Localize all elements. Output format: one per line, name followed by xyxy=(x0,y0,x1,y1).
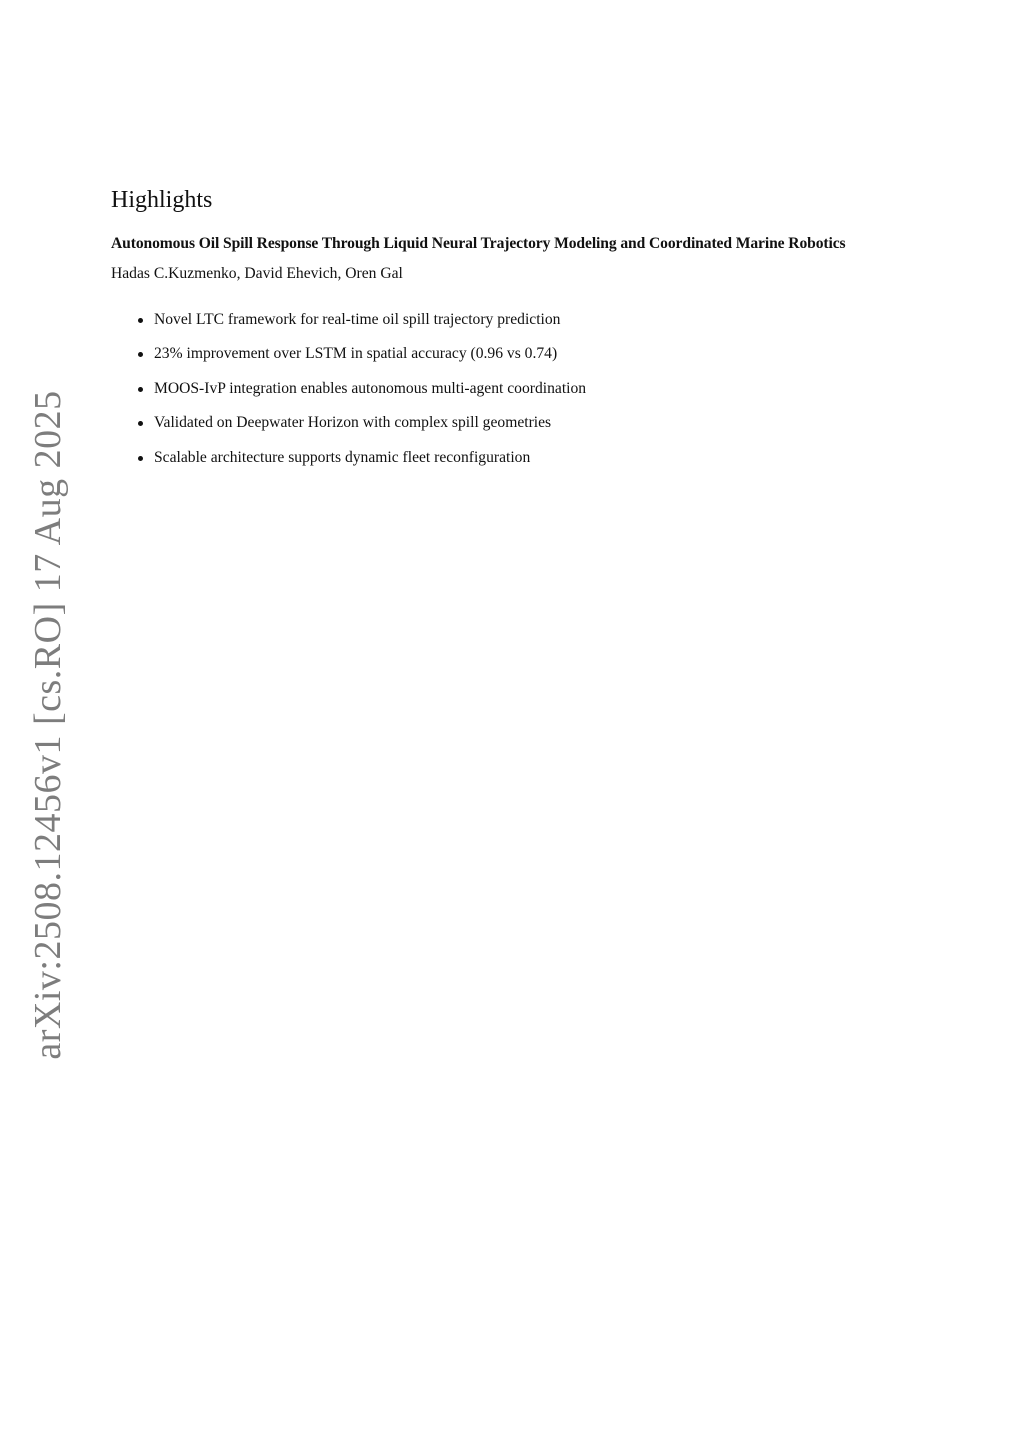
highlight-text: 23% improvement over LSTM in spatial accuracy (0.96 vs 0.74) xyxy=(154,345,558,363)
arxiv-identifier: arXiv:2508.12456v1 [cs.RO] 17 Aug 2025 xyxy=(27,390,69,1060)
highlights-heading: Highlights xyxy=(111,187,213,213)
highlight-item xyxy=(137,378,971,400)
highlight-item xyxy=(137,343,971,365)
highlight-item xyxy=(137,412,971,434)
arxiv-sidebar xyxy=(24,390,72,1060)
highlight-item xyxy=(137,447,971,469)
paper-title: Autonomous Oil Spill Response Through Liquid Neural Trajectory Modeling and Coordinated Marine Robotics xyxy=(111,235,846,252)
highlight-text: MOOS-IvP integration enables autonomous multi-agent coordination xyxy=(154,379,587,397)
highlight-text: Novel LTC framework for real-time oil spill trajectory prediction xyxy=(154,311,561,328)
bullet-icon xyxy=(138,318,143,323)
highlights-section xyxy=(111,184,971,481)
author-list: Hadas C.Kuzmenko, David Ehevich, Oren Gal xyxy=(111,265,403,282)
bullet-icon xyxy=(138,421,143,426)
highlight-item xyxy=(137,309,971,331)
bullet-icon xyxy=(138,352,143,357)
highlight-text: Validated on Deepwater Horizon with complex spill geometries xyxy=(154,414,552,432)
highlight-text: Scalable architecture supports dynamic fleet reconfiguration xyxy=(154,448,531,466)
bullet-icon xyxy=(138,387,143,392)
highlights-list xyxy=(111,309,971,469)
bullet-icon xyxy=(138,456,143,461)
